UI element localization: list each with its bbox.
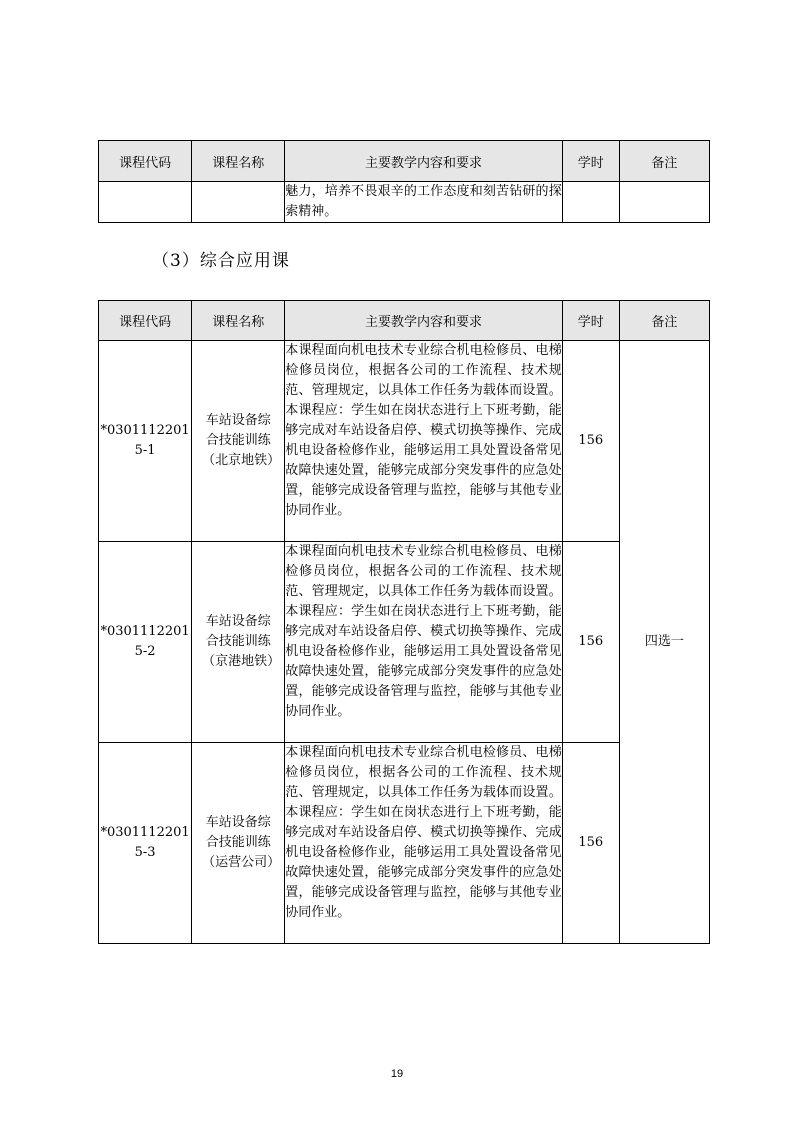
- cell-content: 魅力，培养不畏艰辛的工作态度和刻苦钻研的探索精神。: [285, 182, 562, 223]
- course-table-continued: [98, 140, 710, 223]
- table-row: [99, 542, 710, 743]
- cell-course-name: 车站设备综合技能训练（北京地铁）: [192, 341, 285, 542]
- cell-hours: 156: [562, 341, 619, 542]
- cell-course-code: [99, 182, 192, 223]
- header-course-code: 课程代码: [99, 141, 192, 182]
- header-main-content: 主要教学内容和要求: [285, 141, 562, 182]
- cell-course-code: *0301112201 5-1: [99, 341, 192, 542]
- table-header-row: [99, 141, 710, 182]
- page-number: 19: [390, 1068, 404, 1080]
- cell-course-code: *0301112201 5-3: [99, 743, 192, 944]
- header-course-code: 课程代码: [99, 301, 192, 341]
- table-row: [99, 182, 710, 223]
- cell-hours: 156: [562, 542, 619, 743]
- table-row: [99, 341, 710, 542]
- cell-remark: [619, 182, 709, 223]
- cell-course-name: 车站设备综合技能训练（京港地铁）: [192, 542, 285, 743]
- comprehensive-course-table: [98, 300, 710, 944]
- header-main-content: 主要教学内容和要求: [285, 301, 562, 341]
- cell-hours: [562, 182, 619, 223]
- table-row: [99, 743, 710, 944]
- cell-course-name: [192, 182, 285, 223]
- header-remark: 备注: [619, 141, 709, 182]
- header-remark: 备注: [619, 301, 709, 341]
- header-course-name: 课程名称: [192, 301, 285, 341]
- cell-content: 本课程面向机电技术专业综合机电检修员、电梯检修员岗位，根据各公司的工作流程、技术规范、管理规定，以具体工作任务为载体而设置。本课程应：学生如在岗状态进行上下班考勤，能够完成对车站设备启停、模式切换等操作、完成机电设备检修作业，能够运用工具处置设备常见故障快速处置，能够完成部分突发事件的应急处置，能够完成设备管理与监控，能够与其他专业协同作业。: [285, 341, 562, 542]
- header-hours: 学时: [562, 301, 619, 341]
- cell-remark: 四选一: [619, 341, 709, 944]
- cell-content: 本课程面向机电技术专业综合机电检修员、电梯检修员岗位，根据各公司的工作流程、技术规范、管理规定，以具体工作任务为载体而设置。本课程应：学生如在岗状态进行上下班考勤，能够完成对车站设备启停、模式切换等操作、完成机电设备检修作业，能够运用工具处置设备常见故障快速处置，能够完成部分突发事件的应急处置，能够完成设备管理与监控，能够与其他专业协同作业。: [285, 542, 562, 743]
- section-heading: （3）综合应用课: [152, 251, 290, 271]
- header-course-name: 课程名称: [192, 141, 285, 182]
- cell-course-code: *0301112201 5-2: [99, 542, 192, 743]
- cell-hours: 156: [562, 743, 619, 944]
- cell-course-name: 车站设备综合技能训练（运营公司）: [192, 743, 285, 944]
- cell-content: 本课程面向机电技术专业综合机电检修员、电梯检修员岗位，根据各公司的工作流程、技术规范、管理规定，以具体工作任务为载体而设置。本课程应：学生如在岗状态进行上下班考勤，能够完成对车站设备启停、模式切换等操作、完成机电设备检修作业，能够运用工具处置设备常见故障快速处置，能够完成部分突发事件的应急处置，能够完成设备管理与监控，能够与其他专业协同作业。: [285, 743, 562, 944]
- header-hours: 学时: [562, 141, 619, 182]
- table-header-row: [99, 301, 710, 341]
